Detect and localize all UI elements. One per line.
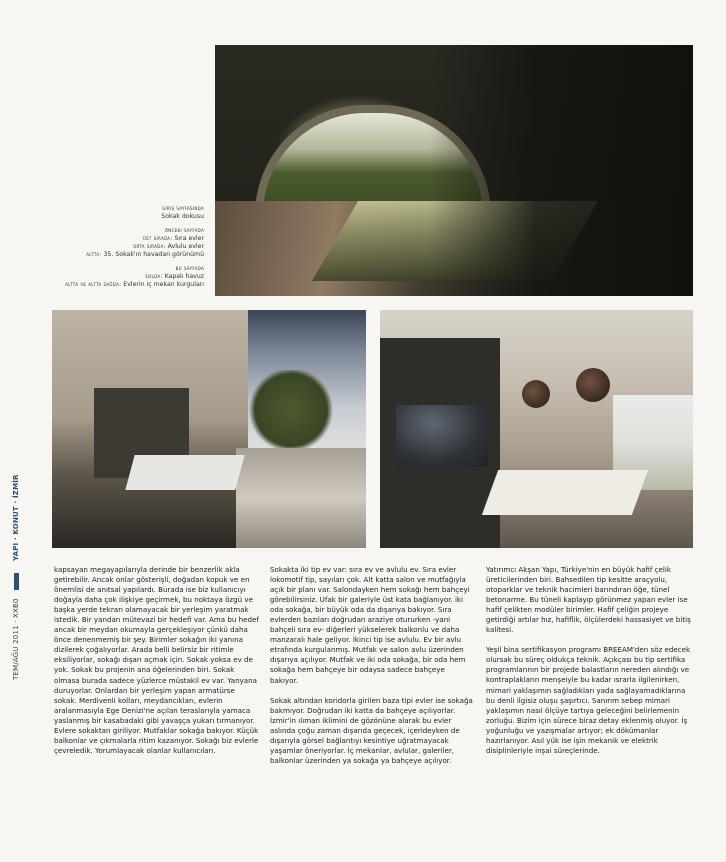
issue-label: TEM/AĞU 2011 · XXI (12, 605, 20, 680)
caption-heading: giriş sayfasında (162, 206, 204, 212)
caption-label: orta sırada: (133, 244, 166, 250)
caption-group (24, 205, 204, 221)
caption-line (24, 251, 204, 259)
paragraph: Yatırımcı Akşan Yapı, Türkiye'nin en büyük hafif çelik üreticilerinden biri. Bahsedilen tip kesitte araçyolu, otoparklar ve teknik hacimleri barındıran öğe, tünel betonarme. Bu tüneli kaplayıp görünmez yapan evler ise hafif çelikten modüler birimler. Hafif çeliğin projeye getirdiği artılar hız, hafiflik, ölçülerdeki hassasiyet ve bitiş kalitesi. (486, 565, 691, 635)
dining-table (125, 455, 244, 490)
pool-shadow (430, 45, 693, 296)
accent-bar (14, 573, 19, 590)
caption-text: Kapalı havuz (164, 273, 204, 280)
caption-line (24, 213, 204, 221)
pendant-lamp (522, 380, 550, 408)
terrace-photo (52, 310, 366, 548)
caption-label: altta: (86, 252, 102, 258)
caption-group (24, 227, 204, 259)
page-number: 60 (12, 598, 20, 608)
interior-photo (380, 310, 693, 548)
caption-label: üst sırada: (142, 236, 173, 242)
side-rail-text (6, 440, 26, 680)
caption-text: Sokak dokusu (161, 213, 204, 220)
text-column-1 (54, 565, 259, 766)
paragraph: Yeşil bina sertifikasyon programı BREEAM'den söz edecek olursak bu süreç oldukça teknik. Açıkçası bu tip sertifika programlarının bir projede balastların nereden alındığı ve kontraplakların menşeiyle bu kadar ısrarla ilgilenirken, mimari yaklaşımın sağladıkları yada sağlayamadıklarına bu denli ilgisiz oluşu şaşırtıcı. Sanırım sebep mimari yaklaşımın nasıl ölçüye tartıya geleceğini belirlemenin zorluğu. Bizim için sürece biraz detay eklenmiş oluyor. İş yoğunluğu ve yazışmalar artıyor; ek dökümanlar hazırlanıyor. Asıl yük ise işin mekanik ve elektrik disiplinleriyle inşai süreçlerinde. (486, 645, 691, 755)
dining-table (482, 470, 648, 515)
caption-text: Avlulu evler (167, 243, 204, 250)
caption-heading: önceki sayfada (164, 228, 204, 234)
pool-photo (215, 45, 693, 296)
wall-painting (396, 405, 488, 467)
paragraph: Sokak altından koridorla girilen baza tipi evler ise sokağa bakmıyor. Doğrudan iki katta da bahçeye açılıyorlar. İzmir'in ılıman iklimini de gözönüne alarak bu evler aslında çoğu zaman dışarıda geçecek, içerideyken de dışarıyla görsel bağlantıyı kesintiye uğratmayacak yaşamlar öneriyorlar. İç mekanlar, avlular, galeriler, balkonlar üzerinden ya sokağa ya bahçeye açılıyor. (270, 695, 473, 765)
pendant-lamp (576, 368, 610, 402)
caption-text: Evlerin iç mekan kurguları (123, 281, 204, 288)
caption-label: altta ve altta sağda: (65, 282, 122, 288)
caption-line (24, 281, 204, 289)
photo-captions (24, 205, 204, 295)
text-column-2 (270, 565, 475, 776)
caption-line (24, 273, 204, 281)
paragraph: kapsayan megayapılarıyla derinde bir benzerlik akla getirebilir. Ancak onlar gösterişli, doğadan kopuk ve en önemlisi de anıtsal yapılardı. Burada ise biz kullanıcıyı doğayla daha çok ilişkiye geçirmek, bu noktaya özgü ve başka yerde tekrarı olamayacak bir yerleşim yaratmak istedik. Bir yandan mütevazi bir hedefi var. Ama bu hedef ancak bir meydan okumayla gerçekleşiyor çünkü daha önce denenmemiş bir şey. Birimler sokağın iki yanına dizilerek çoğalıyorlar. Arada belli belirsiz bir ritimle eksiliyorlar, sokağı dışarı açmak için. Sokak yoksa ev de yok. Sokak bu projenin ana öğelerinden biri. Sokak olmasa burada sadece yüzlerce müstakil ev var. Yanyana duruyorlar. Onlardan bir yerleşim yapan armatürse sokak. Merdivenli kolları, meydancıkları, evlerin aralanmasıyla Ege Denizi'ne açılan teraslarıyla yamaca yaslanmış bir kasabadaki gibi yavaşça yukarı tırmanıyor. Evlere sokaktan giriliyor. Mutfaklar sokağa bakıyor. Küçük balkonlar ve çıkmalarla ritim kazanıyor. Sokağı biz evlerle çevreledik. Yorumlayacak olanlar kullanıcıları. (54, 565, 259, 755)
text-column-3 (486, 565, 691, 766)
caption-heading: bu sayfada (175, 266, 204, 272)
caption-text: 35. Sokak'ın havadan görünümü (103, 251, 204, 258)
paragraph: Sokakta iki tip ev var: sıra ev ve avlulu ev. Sıra evler lokomotif tip, sayıları çok. Alt katta salon ve mutfağıyla açık bir planı var. Salondayken hem sokağı hem bahçeyi görebilirsiniz. Ufak bir galeriyle üst kata bağlanıyor. iki oda sokağa, bir büyük oda da dışarıya bakıyor. Sıra evlerden bazıları doğrudan araziye otururken -yani bahçeli sıra ev- diğerleri yükselerek balkonlu ve daha manzaralı hale geliyor. İkinci tip ise avlulu. Ev bir avlu etrafında kurgulanmış. Mutfak ve salon avlu üzerinden dışarıya açılıyor. Mutfak ve iki oda sokağa, bir oda hem sokağa hem bahçeye bir odaysa sadece bahçeye bakıyor. (270, 565, 470, 685)
caption-label: solda: (145, 274, 163, 280)
terrace-deck (236, 448, 366, 548)
caption-group (24, 265, 204, 289)
caption-line (24, 243, 204, 251)
side-rail (0, 440, 40, 680)
tree (246, 370, 336, 450)
caption-line (24, 235, 204, 243)
section-label: YAPI · KONUT · İZMİR (12, 474, 20, 561)
caption-text: Sıra evler (174, 235, 204, 242)
